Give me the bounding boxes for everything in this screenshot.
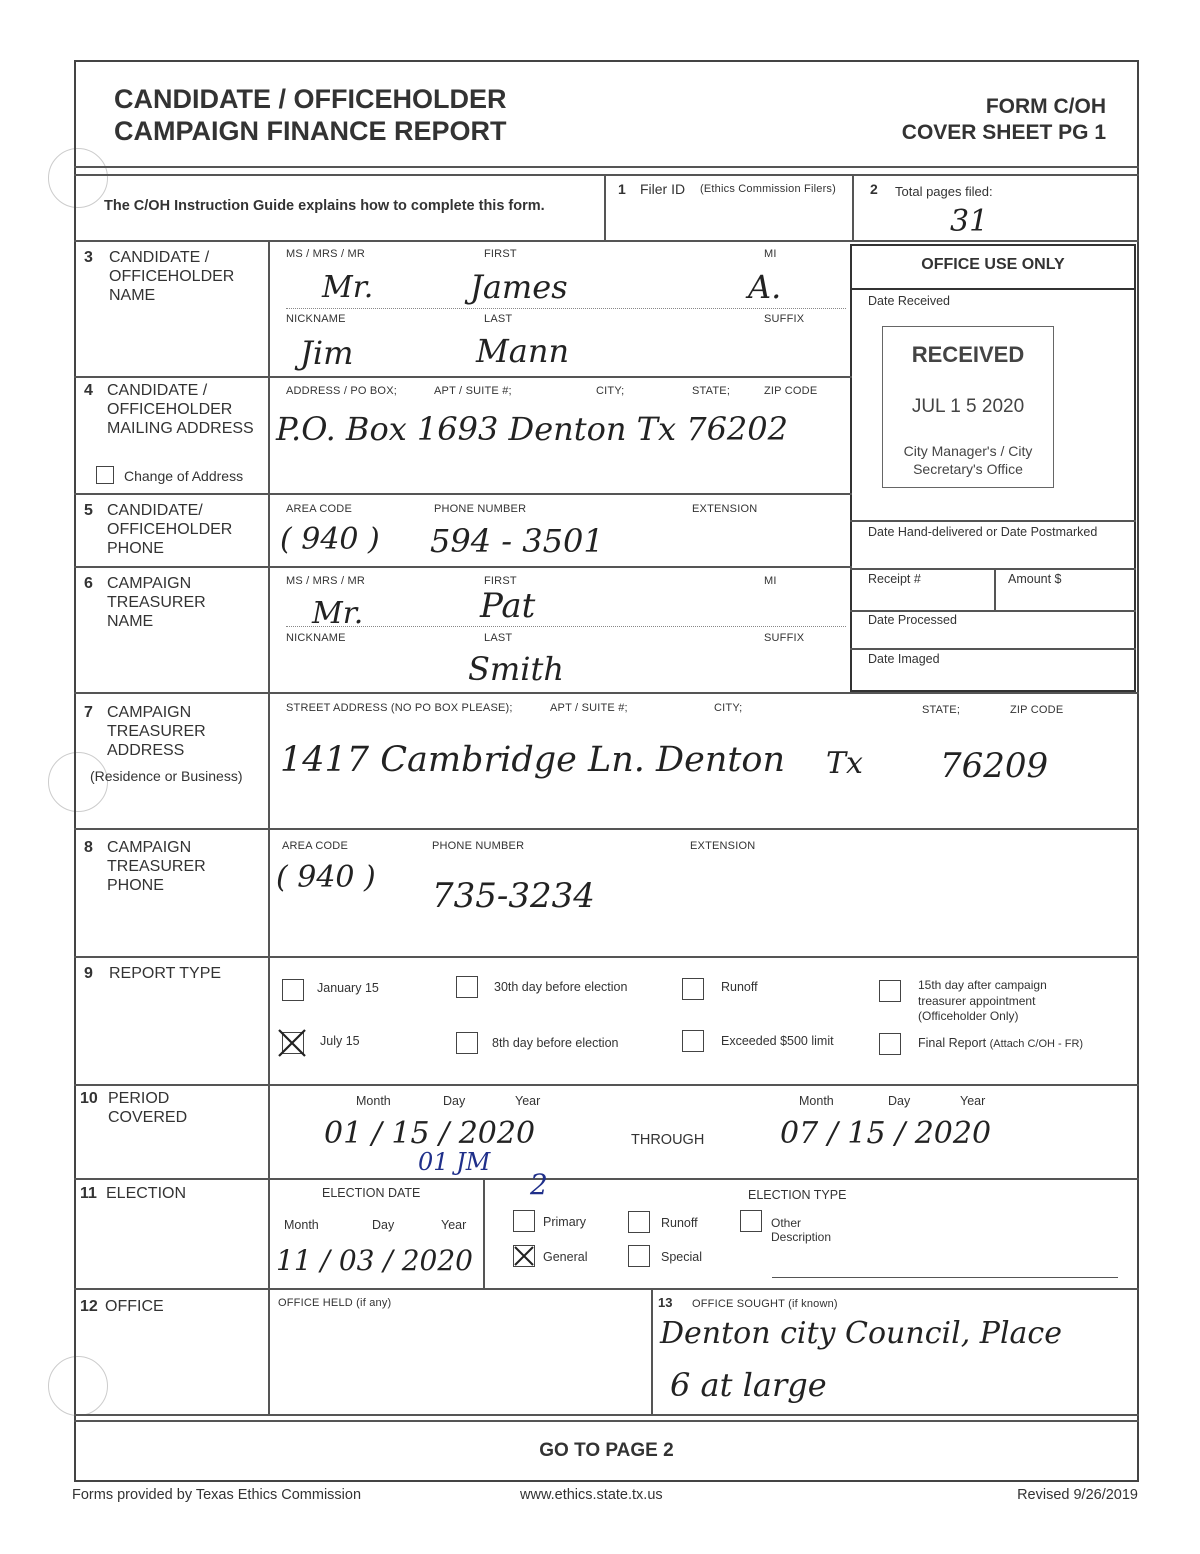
other-description-label: Description bbox=[771, 1230, 832, 1244]
total-pages-label: Total pages filed: bbox=[895, 184, 993, 199]
section11-label: ELECTION bbox=[106, 1185, 187, 1202]
section8-label: CAMPAIGN TREASURER PHONE bbox=[107, 839, 206, 894]
election-type-header: ELECTION TYPE bbox=[748, 1188, 847, 1202]
period-from: 01 / 15 / 2020 bbox=[324, 1116, 536, 1151]
row-rule bbox=[74, 1288, 1139, 1290]
section3-label: CANDIDATE / OFFICEHOLDER NAME bbox=[109, 249, 235, 304]
change-of-address-label: Change of Address bbox=[124, 468, 244, 484]
election-divider bbox=[483, 1178, 485, 1288]
day15-label-3: (Officeholder Only) bbox=[918, 1009, 1019, 1023]
office-rule bbox=[850, 648, 1136, 650]
filer-id-sub: (Ethics Commission Filers) bbox=[700, 183, 836, 195]
row-rule bbox=[74, 828, 1139, 830]
day30-checkbox[interactable] bbox=[456, 976, 478, 998]
day30-label: 30th day before election bbox=[494, 980, 628, 994]
s3-h-nickname: NICKNAME bbox=[286, 313, 346, 325]
treasurer-phone: 735-3234 bbox=[432, 876, 595, 916]
report-runoff-checkbox[interactable] bbox=[682, 978, 704, 1000]
s7-h-street: STREET ADDRESS (NO PO BOX PLEASE); bbox=[286, 702, 513, 714]
s10-h-month-to: Month bbox=[799, 1094, 834, 1108]
row-rule bbox=[74, 1084, 1139, 1086]
exceeded-label: Exceeded $500 limit bbox=[721, 1034, 834, 1048]
office-rule bbox=[850, 610, 1136, 612]
s3-h-last: LAST bbox=[484, 313, 513, 325]
divider bbox=[852, 174, 854, 240]
row-rule-2 bbox=[74, 1420, 1139, 1422]
section7-num: 7 bbox=[84, 704, 93, 721]
instruction-text: The C/OH Instruction Guide explains how to complete this form. bbox=[104, 198, 545, 214]
period-to: 07 / 15 / 2020 bbox=[780, 1116, 992, 1151]
s7-h-state: STATE; bbox=[922, 704, 961, 716]
checkmark-x-icon bbox=[279, 1030, 301, 1052]
election-runoff-label: Runoff bbox=[661, 1216, 698, 1230]
exceeded-checkbox[interactable] bbox=[682, 1030, 704, 1052]
s10-h-year-from: Year bbox=[515, 1094, 541, 1108]
section5-label: CANDIDATE/ OFFICEHOLDER PHONE bbox=[107, 502, 233, 557]
section10-num: 10 bbox=[80, 1090, 98, 1107]
row-rule bbox=[74, 566, 852, 568]
s3-h-prefix: MS / MRS / MR bbox=[286, 248, 365, 260]
s4-h-state: STATE; bbox=[692, 385, 731, 397]
field2-num: 2 bbox=[870, 181, 878, 197]
office-divider bbox=[994, 568, 996, 610]
dotted-rule bbox=[286, 626, 846, 627]
s7-h-apt: APT / SUITE #; bbox=[550, 702, 628, 714]
primary-checkbox[interactable] bbox=[513, 1210, 535, 1232]
candidate-phone: 594 - 3501 bbox=[430, 522, 604, 560]
period-correction: 01 JM bbox=[418, 1148, 491, 1176]
section11-num: 11 bbox=[80, 1185, 97, 1202]
s5-h-ext: EXTENSION bbox=[692, 503, 758, 515]
s7-h-zip: ZIP CODE bbox=[1010, 704, 1064, 716]
s7-h-city: CITY; bbox=[714, 702, 743, 714]
row-rule bbox=[74, 376, 852, 378]
section8-num: 8 bbox=[84, 839, 93, 856]
s10-h-day-to: Day bbox=[888, 1094, 911, 1108]
candidate-first: James bbox=[470, 268, 568, 306]
row-rule bbox=[74, 240, 1139, 242]
section12-num: 12 bbox=[80, 1298, 98, 1315]
section6-num: 6 bbox=[84, 575, 93, 592]
election-date-header: ELECTION DATE bbox=[322, 1186, 421, 1200]
primary-label: Primary bbox=[543, 1215, 587, 1229]
s4-h-city: CITY; bbox=[596, 385, 625, 397]
s6-h-suffix: SUFFIX bbox=[764, 632, 805, 644]
treasurer-state: Tx bbox=[826, 746, 863, 781]
s6-h-last: LAST bbox=[484, 632, 513, 644]
section9-label: REPORT TYPE bbox=[109, 965, 222, 982]
checkmark-x-icon bbox=[513, 1245, 535, 1267]
office-rule bbox=[850, 520, 1136, 522]
other-description-line bbox=[772, 1277, 1118, 1278]
special-label: Special bbox=[661, 1250, 702, 1264]
jan15-label: January 15 bbox=[317, 981, 379, 995]
amount-label: Amount $ bbox=[1008, 572, 1062, 586]
section7-sub: (Residence or Business) bbox=[90, 768, 243, 784]
day15-label-1: 15th day after campaign bbox=[918, 978, 1047, 992]
office-rule bbox=[850, 288, 1136, 290]
section4-label: CANDIDATE / OFFICEHOLDER MAILING ADDRESS bbox=[107, 382, 254, 437]
header-rule bbox=[74, 166, 1139, 168]
day8-label: 8th day before election bbox=[492, 1036, 619, 1050]
stamp-title: RECEIVED bbox=[911, 342, 1025, 367]
office-divider bbox=[651, 1288, 653, 1414]
go-to-page-2: GO TO PAGE 2 bbox=[539, 1440, 674, 1461]
jul15-checkbox[interactable] bbox=[282, 1032, 304, 1054]
treasurer-prefix: Mr. bbox=[312, 596, 364, 631]
dotted-rule bbox=[286, 308, 846, 309]
footer-center: www.ethics.state.tx.us bbox=[520, 1487, 663, 1503]
s5-h-area: AREA CODE bbox=[286, 503, 352, 515]
office-rule bbox=[850, 568, 1136, 570]
s3-h-first: FIRST bbox=[484, 248, 517, 260]
section4-num: 4 bbox=[84, 382, 93, 399]
general-checkbox[interactable] bbox=[513, 1245, 535, 1267]
mailing-address-value: P.O. Box 1693 Denton Tx 76202 bbox=[276, 410, 788, 448]
candidate-nickname: Jim bbox=[300, 334, 354, 372]
s6-h-prefix: MS / MRS / MR bbox=[286, 575, 365, 587]
day15-checkbox[interactable] bbox=[879, 980, 901, 1002]
section6-label: CAMPAIGN TREASURER NAME bbox=[107, 575, 206, 630]
report-runoff-label: Runoff bbox=[721, 980, 758, 994]
s8-h-phone: PHONE NUMBER bbox=[432, 840, 525, 852]
special-checkbox[interactable] bbox=[628, 1245, 650, 1267]
treasurer-zip: 76209 bbox=[940, 746, 1049, 786]
election-runoff-checkbox[interactable] bbox=[628, 1211, 650, 1233]
election-note: 2 bbox=[530, 1168, 548, 1201]
date-hand-delivered-label: Date Hand-delivered or Date Postmarked bbox=[868, 525, 1098, 539]
s10-h-day-from: Day bbox=[443, 1094, 466, 1108]
s11-h-year: Year bbox=[441, 1218, 467, 1232]
field1-num: 1 bbox=[618, 181, 626, 197]
candidate-prefix: Mr. bbox=[322, 270, 374, 305]
date-imaged-label: Date Imaged bbox=[868, 652, 940, 666]
s5-h-phone: PHONE NUMBER bbox=[434, 503, 527, 515]
s4-h-address: ADDRESS / PO BOX; bbox=[286, 385, 397, 397]
other-label: Other bbox=[771, 1216, 802, 1230]
form-title-line1: CANDIDATE / OFFICEHOLDER bbox=[114, 84, 507, 114]
other-checkbox[interactable] bbox=[740, 1210, 762, 1232]
s4-h-zip: ZIP CODE bbox=[764, 385, 818, 397]
s3-h-mi: MI bbox=[764, 248, 777, 260]
final-report-text: Final Report bbox=[918, 1036, 987, 1050]
row-rule bbox=[74, 692, 1139, 694]
s8-h-ext: EXTENSION bbox=[690, 840, 756, 852]
s11-h-month: Month bbox=[284, 1218, 319, 1232]
footer-left: Forms provided by Texas Ethics Commission bbox=[72, 1487, 362, 1503]
s6-h-mi: MI bbox=[764, 575, 777, 587]
final-report-sub: (Attach C/OH - FR) bbox=[989, 1038, 1084, 1050]
form-title-line2: CAMPAIGN FINANCE REPORT bbox=[114, 116, 507, 146]
stamp-date: JUL 1 5 2020 bbox=[911, 396, 1025, 417]
candidate-last: Mann bbox=[476, 332, 570, 370]
divider bbox=[604, 174, 606, 240]
election-date-value: 11 / 03 / 2020 bbox=[276, 1244, 473, 1277]
header-rule-2 bbox=[74, 174, 1139, 176]
s6-h-first: FIRST bbox=[484, 575, 517, 587]
office-use-title: OFFICE USE ONLY bbox=[921, 256, 1065, 273]
through-label: THROUGH bbox=[631, 1132, 705, 1148]
office-held-label: OFFICE HELD (if any) bbox=[278, 1297, 392, 1309]
general-label: General bbox=[543, 1250, 588, 1264]
candidate-mi: A. bbox=[748, 268, 782, 306]
s8-h-area: AREA CODE bbox=[282, 840, 348, 852]
jan15-checkbox[interactable] bbox=[282, 979, 304, 1001]
form-code: FORM C/OH bbox=[985, 95, 1106, 118]
s3-h-suffix: SUFFIX bbox=[764, 313, 805, 325]
section3-num: 3 bbox=[84, 249, 93, 266]
candidate-area-code: ( 940 ) bbox=[280, 522, 380, 557]
jul15-label: July 15 bbox=[320, 1034, 360, 1048]
section7-label: CAMPAIGN TREASURER ADDRESS bbox=[107, 704, 206, 759]
label-column-divider bbox=[268, 240, 270, 1414]
section9-num: 9 bbox=[84, 965, 93, 982]
day8-checkbox[interactable] bbox=[456, 1032, 478, 1054]
s6-h-nickname: NICKNAME bbox=[286, 632, 346, 644]
form-cover-sheet: COVER SHEET PG 1 bbox=[901, 121, 1106, 144]
s4-h-apt: APT / SUITE #; bbox=[434, 385, 512, 397]
section13-num: 13 bbox=[658, 1295, 673, 1310]
office-sought-line2: 6 at large bbox=[670, 1366, 827, 1404]
s11-h-day: Day bbox=[372, 1218, 395, 1232]
receipt-label: Receipt # bbox=[868, 572, 921, 586]
treasurer-first: Pat bbox=[480, 586, 536, 626]
treasurer-street: 1417 Cambridge Ln. Denton bbox=[280, 740, 786, 780]
footer-right: Revised 9/26/2019 bbox=[1017, 1487, 1138, 1503]
row-rule bbox=[74, 493, 852, 495]
day15-label-2: treasurer appointment bbox=[918, 994, 1036, 1008]
office-sought-line1: Denton city Council, Place bbox=[660, 1316, 1062, 1351]
treasurer-last: Smith bbox=[468, 650, 564, 688]
section12-label: OFFICE bbox=[105, 1298, 164, 1315]
s10-h-month-from: Month bbox=[356, 1094, 391, 1108]
change-of-address-checkbox[interactable] bbox=[96, 466, 114, 484]
office-sought-label: OFFICE SOUGHT (if known) bbox=[692, 1298, 838, 1310]
filer-id-label: Filer ID bbox=[640, 181, 686, 197]
treasurer-area-code: ( 940 ) bbox=[276, 860, 376, 895]
final-report-checkbox[interactable] bbox=[879, 1033, 901, 1055]
row-rule bbox=[74, 1178, 1139, 1180]
total-pages-value: 31 bbox=[950, 204, 989, 239]
row-rule bbox=[74, 1414, 1139, 1416]
final-report-label bbox=[918, 1036, 1083, 1050]
date-received-label: Date Received bbox=[868, 294, 950, 308]
stamp-office: City Manager's / City Secretary's Office bbox=[903, 443, 1033, 477]
section10-label: PERIOD COVERED bbox=[108, 1090, 188, 1126]
s10-h-year-to: Year bbox=[960, 1094, 986, 1108]
section5-num: 5 bbox=[84, 502, 93, 519]
date-processed-label: Date Processed bbox=[868, 613, 957, 627]
row-rule bbox=[74, 956, 1139, 958]
